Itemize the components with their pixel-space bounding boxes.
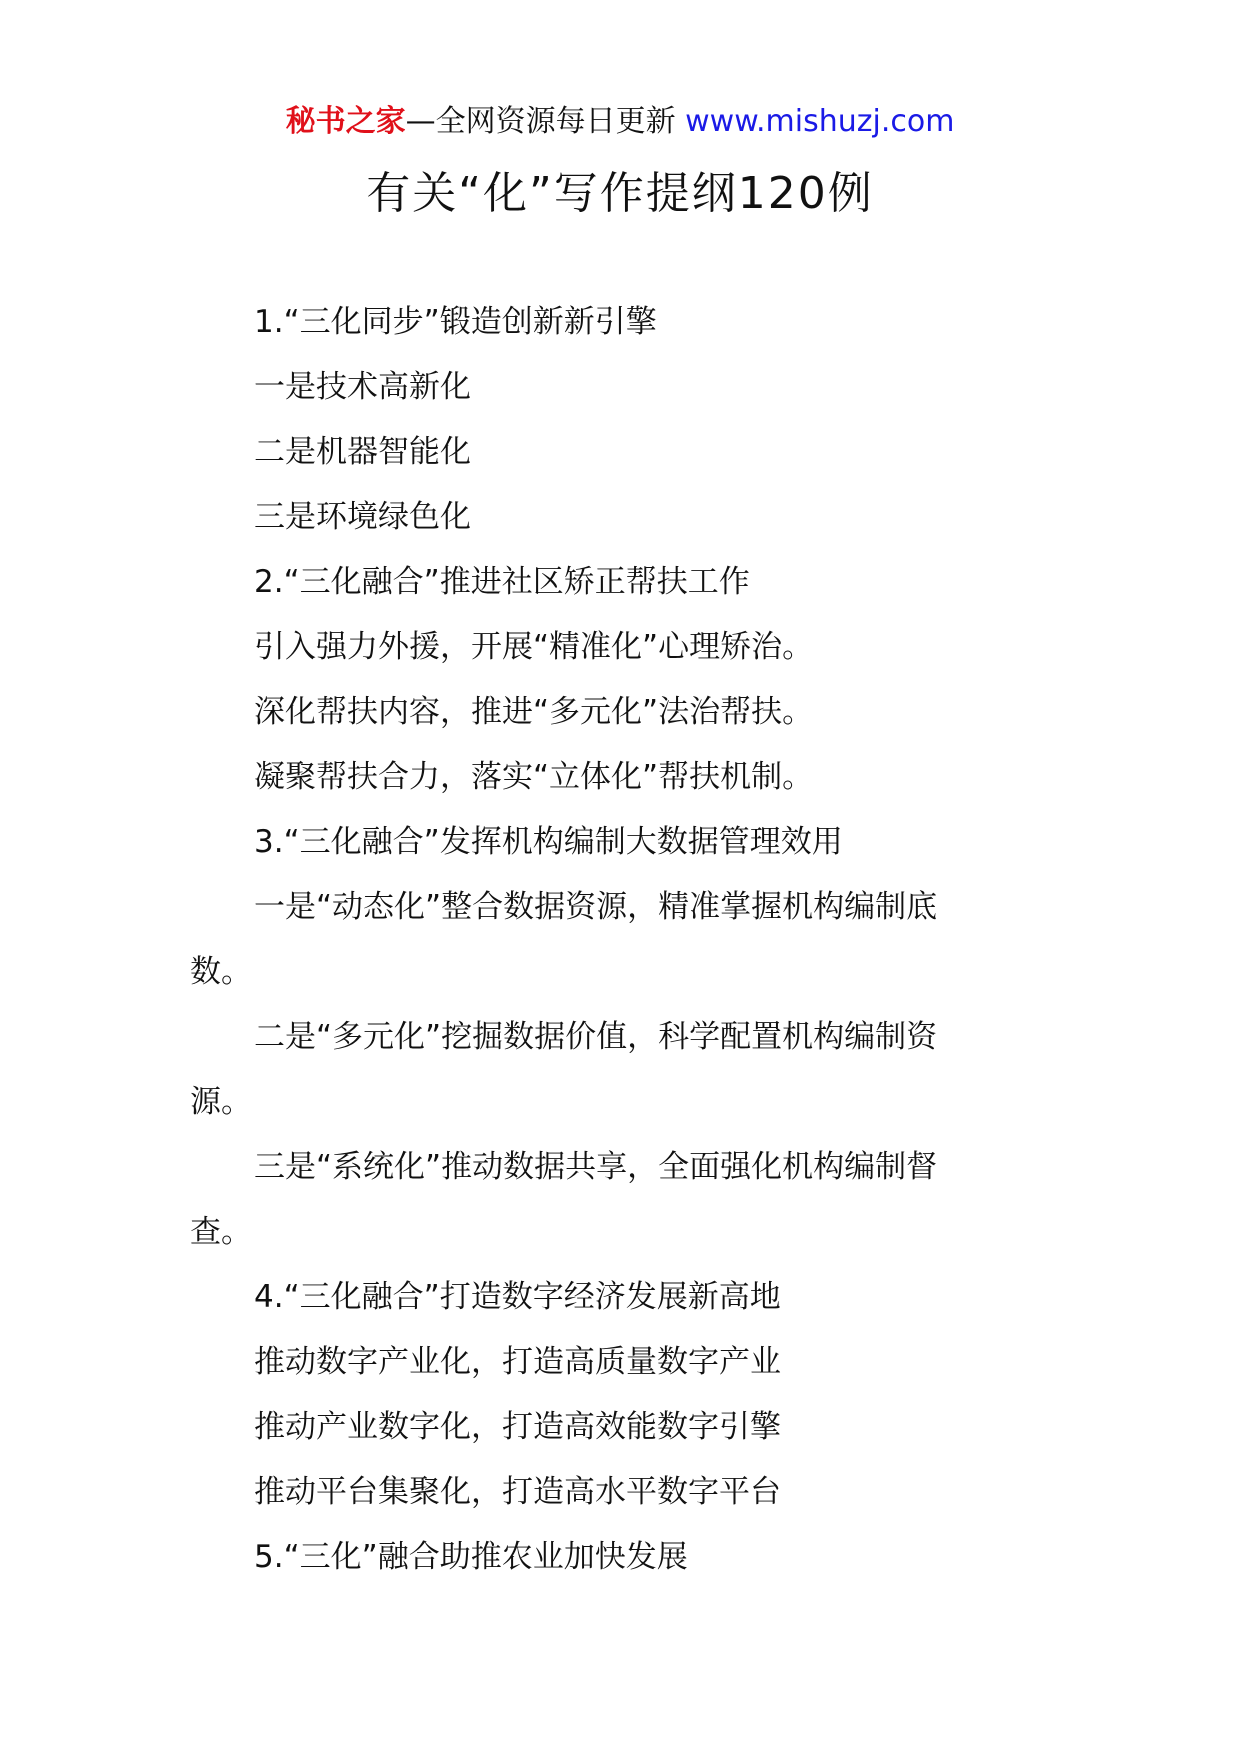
paragraph-line: 一是技术高新化 xyxy=(254,369,471,405)
paragraph-line: 引入强力外援，开展“精准化”心理矫治。 xyxy=(254,629,814,665)
site-tagline: —全网资源每日更新 xyxy=(405,104,676,139)
paragraph-line: 推动平台集聚化，打造高水平数字平台 xyxy=(254,1474,781,1510)
paragraph-line: 推动产业数字化，打造高效能数字引擎 xyxy=(254,1409,781,1445)
site-brand: 秘书之家 xyxy=(285,104,406,139)
paragraph-line: 二是“多元化”挖掘数据价值，科学配置机构编制资 xyxy=(254,1019,938,1055)
document-title: 有关“化”写作提纲120例 xyxy=(366,168,874,219)
section-heading: 4.“三化融合”打造数字经济发展新高地 xyxy=(254,1279,781,1315)
paragraph-line: 一是“动态化”整合数据资源，精准掌握机构编制底 xyxy=(254,889,938,925)
section-heading: 5.“三化”融合助推农业加快发展 xyxy=(254,1539,688,1575)
paragraph-line: 深化帮扶内容，推进“多元化”法治帮扶。 xyxy=(254,694,814,730)
paragraph-line: 三是“系统化”推动数据共享，全面强化机构编制督 xyxy=(254,1149,938,1185)
paragraph-line: 二是机器智能化 xyxy=(254,434,471,470)
site-url-link[interactable]: www.mishuzj.com xyxy=(685,104,955,139)
paragraph-line: 凝聚帮扶合力，落实“立体化”帮扶机制。 xyxy=(254,759,814,795)
paragraph-line: 推动数字产业化，打造高质量数字产业 xyxy=(254,1344,781,1380)
section-heading: 1.“三化同步”锻造创新新引擎 xyxy=(254,304,657,340)
paragraph-line: 三是环境绿色化 xyxy=(254,499,471,535)
site-header xyxy=(0,102,1240,142)
paragraph-line-continuation: 源。 xyxy=(190,1084,252,1120)
paragraph-line-continuation: 查。 xyxy=(190,1214,252,1250)
section-heading: 2.“三化融合”推进社区矫正帮扶工作 xyxy=(254,564,750,600)
document-body xyxy=(190,290,1050,1590)
paragraph-line-continuation: 数。 xyxy=(190,954,252,990)
section-heading: 3.“三化融合”发挥机构编制大数据管理效用 xyxy=(254,824,843,860)
